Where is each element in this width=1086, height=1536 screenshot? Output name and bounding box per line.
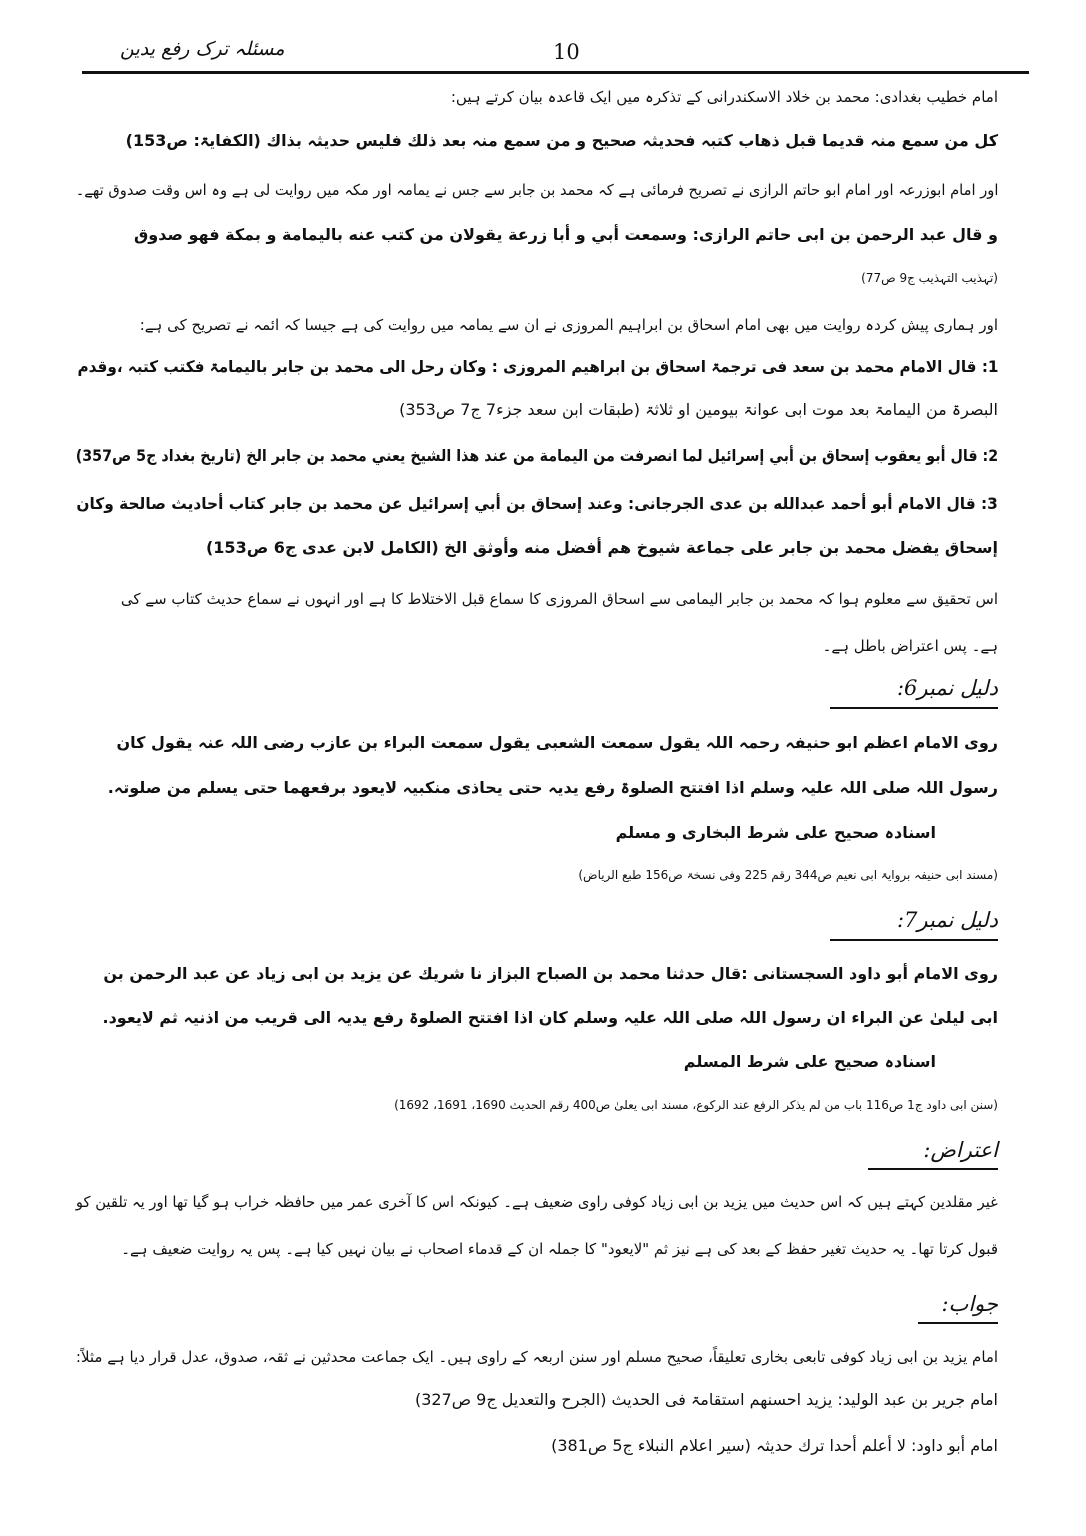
section-heading: اعتراض: <box>923 1138 998 1162</box>
arabic-quote: إسحاق يفضل محمد بن جابر على جماعة شيوخ هم أفضل منه وأوثق الخ (الکامل لابن عدی ج6 ص153) <box>205 538 998 557</box>
arabic-quote: کل من سمع منہ قدیما قبل ذھاب کتبہ فحدیثہ صحیح و من سمع منہ بعد ذلك فلیس حدیثہ بذاك (الکفایۃ: ص153) <box>125 131 998 150</box>
text-line: قبول کرتا تھا۔ یہ حدیث تغیر حفظ کے بعد کی ہے نیز ثم "لایعود" کا جملہ ان کے قدماء اصحاب نے بیان نہیں کیا ہے۔ پس یہ روایت ضعیف ہے۔ <box>121 1240 998 1258</box>
isnad-grade: اسنادہ صحیح علی شرط المسلم <box>683 1052 936 1071</box>
header-rule <box>82 71 1029 74</box>
section-heading: جواب: <box>941 1292 998 1316</box>
heading-underline <box>830 939 998 941</box>
hadith-text: رسول اللہ صلی اللہ علیہ وسلم اذا افتتح الصلوۃ رفع یدیہ حتی یحاذی منکبیہ لایعود برفعھما حتی یسلم من صلوتہ. <box>107 778 998 797</box>
running-title: مسئلہ ترک رفع یدین <box>120 38 285 60</box>
text-line: اور ہماری پیش کردہ روایت میں بھی امام اسحاق بن ابراہیم المروزی نے ان سے یمامہ میں روایت کی ہے جیسا کہ ائمہ نے تصریح کی ہے: <box>139 316 998 334</box>
citation: (سنن ابی داود ج1 ص116 باب من لم یذکر الرفع عند الرکوع، مسند ابی یعلیٰ ص400 رقم الحدیث 1690، 1691، 1692) <box>394 1098 998 1112</box>
text-line: امام جریر بن عبد الولید: یزید احسنھم استقامۃ فی الحدیث (الجرح والتعدیل ج9 ص327) <box>414 1390 998 1409</box>
isnad-grade: اسنادہ صحیح علی شرط البخاری و مسلم <box>615 823 936 842</box>
arabic-quote: 3: قال الامام أبو أحمد عبدالله بن عدی الجرجانی: وعند إسحاق بن أبي إسرائيل عن محمد بن جابر كتاب أحاديث صالحة وكان <box>76 494 998 513</box>
hadith-text: روی الامام أبو داود السجستانی :قال حدثنا محمد بن الصباح البزاز نا شریك عن یزید بن ابی زیاد عن عبد الرحمن بن <box>103 964 998 983</box>
text-line: غیر مقلدین کہتے ہیں کہ اس حدیث میں یزید بن ابی زیاد کوفی راوی ضعیف ہے۔ کیونکہ اس کا آخری عمر میں حافظہ خراب ہو گیا تھا اور یہ تلقین کو <box>76 1193 998 1211</box>
text-line: اور امام ابوزرعہ اور امام ابو حاتم الرازی نے تصریح فرمائی ہے کہ محمد بن جابر سے جس نے یمامہ اور مکہ میں روایت لی ہے وہ اس وقت صدوق تھے۔ <box>75 181 998 199</box>
heading-underline <box>918 1322 998 1324</box>
text-line: امام خطیب بغدادی: محمد بن خلاد الاسکندرانی کے تذکرہ میں ایک قاعدہ بیان کرتے ہیں: <box>450 88 998 106</box>
section-heading: دلیل نمبر7: <box>896 908 998 932</box>
text-line: اس تحقیق سے معلوم ہوا کہ محمد بن جابر الیمامی سے اسحاق المروزی کا سماع قبل الاختلاط کا ہے اور انہوں نے سماع حدیث کتاب سے کی <box>120 590 998 608</box>
citation: (مسند ابی حنیفہ بروایۃ ابی نعیم ص344 رقم 225 وفی نسخۃ ص156 طبع الریاض) <box>578 868 998 882</box>
arabic-quote: 1: قال الامام محمد بن سعد فی ترجمۃ اسحاق بن ابراھیم المروزی : وکان رحل الی محمد بن جابر بالیمامۃ فکتب کتبہ ،وقدم <box>76 357 998 376</box>
arabic-quote: البصرۃ من الیمامۃ بعد موت ابی عوانۃ بیومین او ثلاثۃ (طبقات ابن سعد جزء7 ج7 ص353) <box>399 400 998 419</box>
hadith-text: روی الامام اعظم ابو حنیفہ رحمہ اللہ یقول سمعت الشعبی یقول سمعت البراء بن عازب رضی اللہ عنہ یقول کان <box>116 733 998 752</box>
heading-underline <box>830 707 998 709</box>
text-line: امام یزید بن ابی زیاد کوفی تابعی بخاری تعلیقاً، صحیح مسلم اور سنن اربعہ کے راوی ہیں۔ ایک جماعت محدثین نے ثقہ، صدوق، عدل قرار دیا ہے مثلاً: <box>75 1348 998 1366</box>
page-number: 10 <box>553 40 580 64</box>
arabic-quote: 2: قال أبو يعقوب إسحاق بن أبي إسرائيل لما انصرفت من اليمامة من عند هذا الشيخ يعني محمد بن جابر الخ (تاریخ بغداد ج5 ص357) <box>75 446 998 465</box>
arabic-quote: و قال عبد الرحمن بن ابی حاتم الرازی: وسمعت أبي و أبا زرعة يقولان من كتب عنه باليمامة و بمكة فهو صدوق <box>133 225 998 244</box>
citation: (تہذیب التہذیب ج9 ص77) <box>861 271 998 285</box>
heading-underline <box>868 1168 998 1170</box>
text-line: امام أبو داود: لا أعلم أحدا ترك حدیثہ (سیر اعلام النبلاء ج5 ص381) <box>551 1436 998 1455</box>
section-heading: دلیل نمبر6: <box>896 676 998 700</box>
hadith-text: ابی لیلیٰ عن البراء ان رسول اللہ صلی اللہ علیہ وسلم کان اذا افتتح الصلوۃ رفع یدیہ الی قریب من اذنیہ ثم لایعود. <box>102 1008 998 1027</box>
text-line: ہے۔ پس اعتراض باطل ہے۔ <box>822 637 998 655</box>
